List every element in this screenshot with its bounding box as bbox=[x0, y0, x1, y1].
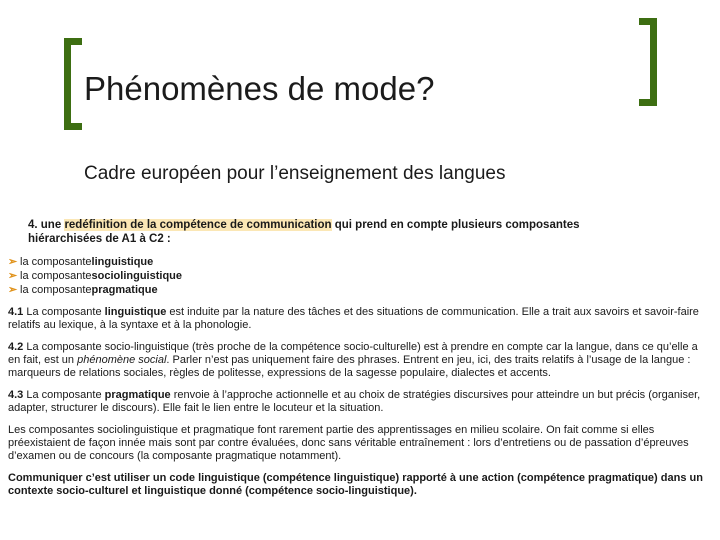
right-bracket-top bbox=[639, 18, 657, 25]
paragraph-4-2: 4.2 La composante socio-linguistique (très proche de la compétence socio-culturelle) est à prendre en compte car la langue, dans ce qu’elle a en fait, est un phénomène social. Parler n’est pas uniquement faire des phrases. Entrent en jeu, ici, des traits relatifs à l’usage de la langue : marqueurs de relations sociales, règles de politesse, expressions de la sagesse populaire, dialectes et accents. bbox=[8, 341, 698, 379]
left-bracket-bottom bbox=[64, 123, 82, 130]
slide-title: Phénomènes de mode? bbox=[84, 70, 435, 107]
section-title: 4. une redéfinition de la compétence de communication qui prend en compte plusieurs composantes hiérarchisées de A1 à C2 : bbox=[28, 219, 580, 245]
document-excerpt bbox=[8, 218, 712, 498]
list-item: ➢ la composante linguistique bbox=[8, 255, 154, 268]
paragraph-4-1: 4.1 La composante linguistique est induite par la nature des tâches et des situations de communication. Elle a trait aux savoirs et savoir-faire relatifs au lexique, à la syntaxe et à la phonologie. bbox=[8, 306, 699, 331]
components-list bbox=[8, 255, 712, 297]
list-item: ➢ la composante pragmatique bbox=[8, 283, 158, 296]
left-bracket-decoration bbox=[64, 38, 71, 130]
arrow-bullet-icon: ➢ bbox=[8, 269, 18, 282]
arrow-bullet-icon: ➢ bbox=[8, 255, 18, 268]
arrow-bullet-icon: ➢ bbox=[8, 283, 18, 296]
right-bracket-bottom bbox=[639, 99, 657, 106]
right-bracket-decoration bbox=[650, 18, 657, 106]
left-bracket-top bbox=[64, 38, 82, 45]
list-item: ➢ la composante sociolinguistique bbox=[8, 269, 182, 282]
paragraph-skills-note: Les composantes sociolinguistique et pragmatique font rarement partie des apprentissages en milieu scolaire. On fait comme si elles préexistaient de façon innée mais sont par contre évaluées, donc sans véritable entraînement : lors d’entretiens ou de passation d’épreuves d’examen ou de concours (la composante pragmatique notamment). bbox=[8, 424, 689, 462]
paragraph-4-3: 4.3 La composante pragmatique renvoie à l’approche actionnelle et au choix de stratégies discursives pour atteindre un but précis (organiser, adapter, structurer le discours). Elle fait le lien entre le locuteur et la situation. bbox=[8, 389, 701, 414]
highlighted-phrase: redéfinition de la compétence de communication bbox=[64, 219, 332, 231]
paragraph-conclusion: Communiquer c’est utiliser un code linguistique (compétence linguistique) rapporté à une action (compétence pragmatique) dans un contexte socio-culturel et linguistique donné (compétence socio-linguistique). bbox=[8, 472, 703, 497]
slide-subtitle: Cadre européen pour l’enseignement des langues bbox=[84, 163, 506, 184]
